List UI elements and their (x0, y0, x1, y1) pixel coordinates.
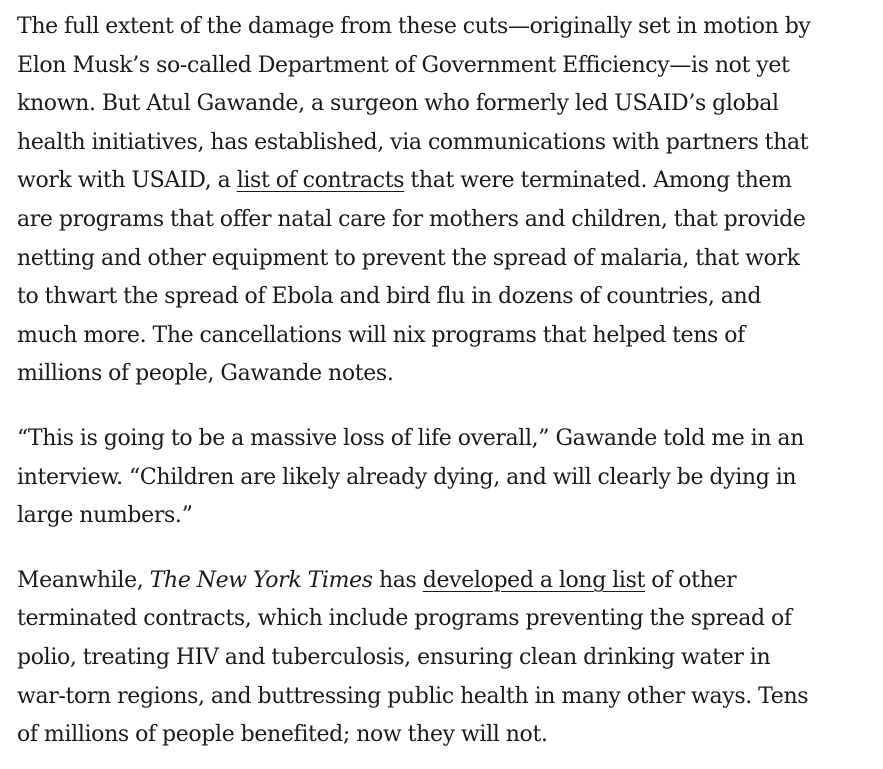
text-segment: Meanwhile, (17, 567, 150, 593)
text-segment: that were terminated. Among them (404, 168, 792, 194)
text-line: Elon Musk’s so-called Department of Government Efficiency—is not yet (17, 52, 790, 78)
text-line: of millions of people benefited; now they will not. (17, 722, 548, 748)
text-line: known. But Atul Gawande, a surgeon who formerly led USAID’s global (17, 91, 779, 117)
text-line: much more. The cancellations will nix programs that helped tens of (17, 322, 745, 348)
text-segment: work with USAID, a (17, 168, 237, 194)
list-of-contracts-link[interactable]: list of contracts (236, 168, 405, 194)
publication-name: The New York Times (149, 567, 373, 593)
text-line: health initiatives, has established, via communications with partners that (17, 129, 809, 155)
text-segment: has (372, 567, 423, 593)
text-segment: of other (645, 567, 737, 593)
developed-a-long-list-link[interactable]: developed a long list (422, 567, 646, 593)
text-line: polio, treating HIV and tuberculosis, ensuring clean drinking water in (17, 644, 771, 670)
article-body (17, 8, 879, 755)
text-line: large numbers.” (17, 503, 193, 529)
text-line: “This is going to be a massive loss of life overall,” Gawande told me in an (17, 425, 804, 451)
paragraph-gawande-quote (17, 420, 879, 536)
text-line: millions of people, Gawande notes. (17, 361, 394, 387)
text-line: to thwart the spread of Ebola and bird flu in dozens of countries, and (17, 284, 762, 310)
text-line: The full extent of the damage from these cuts—originally set in motion by (17, 14, 811, 39)
text-line: are programs that offer natal care for mothers and children, that provide (17, 206, 806, 232)
text-line: netting and other equipment to prevent the spread of malaria, that work (17, 245, 800, 271)
paragraph-nyt-list (17, 562, 879, 755)
paragraph-damage-extent (17, 8, 879, 394)
text-line: war-torn regions, and buttressing public health in many other ways. Tens (17, 683, 809, 709)
text-line (17, 562, 879, 601)
text-line: interview. “Children are likely already dying, and will clearly be dying in (17, 464, 797, 490)
text-line (17, 162, 879, 201)
text-line: terminated contracts, which include programs preventing the spread of (17, 606, 792, 632)
